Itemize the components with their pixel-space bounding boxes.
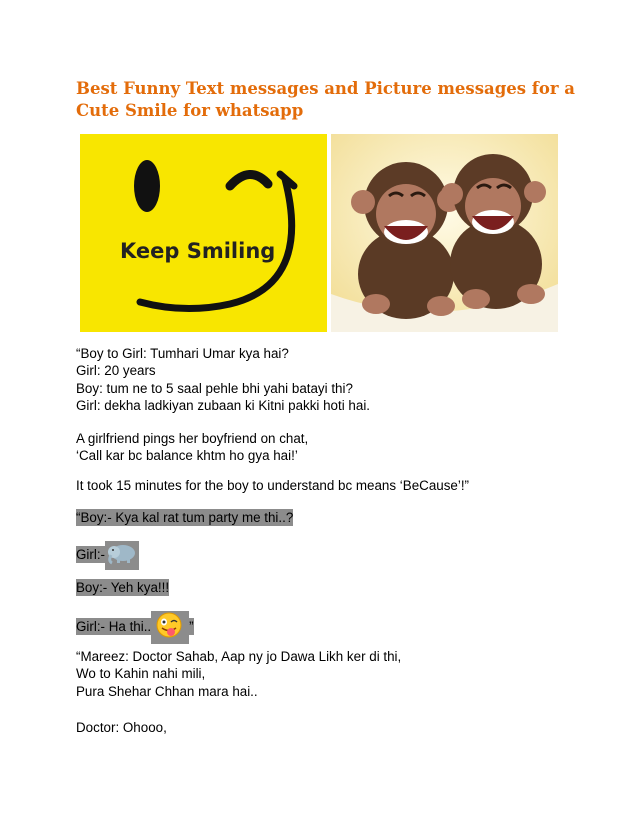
chat-line-3 (76, 579, 169, 597)
monkeys-illustration (331, 134, 558, 332)
joke-3-end: Doctor: Ohooo, (76, 720, 167, 735)
joke-1 (76, 345, 556, 415)
joke-2 (76, 430, 556, 465)
keep-smiling-image (80, 134, 327, 332)
chat-line-3-text: Boy:- Yeh kya!!! (76, 580, 170, 595)
joke-1-line-3: Boy: tum ne to 5 saal pehle bhi yahi batayi thi? (76, 380, 353, 396)
joke-3-line-3: Pura Shehar Chhan mara hai.. (76, 683, 258, 699)
chat-line-2-text: Girl:- (76, 547, 106, 563)
joke-3-continued (76, 719, 556, 736)
chat-line-2 (76, 541, 139, 570)
keep-smiling-text: Keep Smiling (120, 239, 276, 263)
joke-1-line-2: Girl: 20 years (76, 363, 156, 379)
header-images (80, 134, 558, 332)
chat-line-4-text: Girl:- Ha thi.. (76, 619, 152, 635)
page-title: Best Funny Text messages and Picture messages for a Cute Smile for whatsapp (76, 79, 575, 120)
laughing-monkeys-image (331, 134, 558, 332)
smiley-face-icon (80, 134, 327, 332)
joke-2-punchline (76, 477, 556, 494)
joke-3-line-1: “Mareez: Doctor Sahab, Aap ny jo Dawa Likh ker di thi, (76, 649, 402, 664)
elephant-icon (105, 541, 139, 570)
winking-tongue-face-icon (151, 611, 189, 644)
joke-3-line-2: Wo to Kahin nahi mili, (76, 666, 206, 682)
chat-line-4 (76, 611, 194, 644)
joke-2-line-1: A girlfriend pings her boyfriend on chat, (76, 431, 309, 446)
joke-3 (76, 648, 556, 700)
chat-line-1 (76, 509, 293, 527)
joke-1-line-1: “Boy to Girl: Tumhari Umar kya hai? (76, 346, 289, 361)
joke-2-end: It took 15 minutes for the boy to understand bc means ‘BeCause’!” (76, 478, 470, 493)
chat-line-1-text: “Boy:- Kya kal rat tum party me thi..? (76, 510, 294, 525)
chat-line-4-end: ” (189, 619, 194, 635)
joke-2-line-2: ‘Call kar bc balance khtm ho gya hai!’ (76, 448, 298, 464)
joke-1-line-4: Girl: dekha ladkiyan zubaan ki Kitni pakki hoti hai. (76, 398, 371, 414)
